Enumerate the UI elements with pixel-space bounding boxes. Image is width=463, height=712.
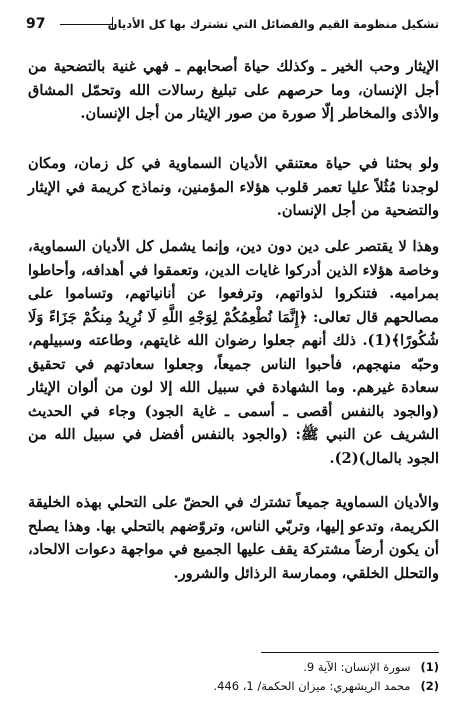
running-header [26, 14, 439, 34]
footnote-number: (2) [420, 679, 439, 693]
footnote-text: محمد الريشهري: ميزان الحكمة/ 1، 446. [213, 679, 411, 693]
running-title: تشكيل منظومة القيم والفضائل التي تشترك بها كل الأديان [107, 17, 439, 31]
paragraph-4: والأديان السماوية جميعاً تشترك في الحضّ على التحلي بهذه الخليقة الكريمة، وتدعو إليها، وتربّي الناس، وتروّضهم بالتحلي بها. وهذا يصلح أن يكون أرضاً مشتركة يقف عليها الجميع في مواجهة دعوات الالحاد، والتحلل الخلقي، وممارسة الرذائل والشرور. [28, 494, 439, 582]
footnote-number: (1) [420, 660, 439, 674]
footnote-2 [28, 677, 439, 696]
header-rule [60, 24, 112, 25]
footnotes [28, 658, 439, 696]
footnote-separator [261, 652, 439, 653]
paragraph-3: وهذا لا يقتصر على دين دون دين، وإنما يشمل كل الأديان السماوية، وخاصة هؤلاء الذين أدركوا غايات الدين، وتعمقوا في أهدافه، وأحاطوا بمراميه. فتنكروا لذواتهم، وترفعوا عن أنانياتهم، وتساموا على مصالحهم قال تعالى: ﴿إِنَّمَا نُطْعِمُكُمْ لِوَجْهِ اللَّهِ لَا نُرِيدُ مِنكُمْ جَزَاءً وَلَا شُكُورًا﴾(1). ذلك أنهم جعلوا رضوان الله غايتهم، وطاعته وسبيلهم، وحبّه منهجهم، فأحبوا الناس جميعاً، وجعلوا سعادتهم في تحقيق سعادة غيرهم. وما الشهادة في سبيل الله إلا لون من ألوان الإيثار (والجود بالنفس أقصى ـ أسمى ـ غاية الجود) وجاء في الحديث الشريف عن النبي ﷺ: (والجود بالنفس أفضل في سبيل الله من الجود بالمال)(2). [28, 238, 439, 467]
paragraph-2: ولو بحثنا في حياة معتنقي الأديان السماوية في كل زمان، ومكان لوجدنا مُثُلاً عليا تعمر قلوب هؤلاء المؤمنين، ونماذج كريمة في الإيثار والتضحية من أجل الإنسان. [28, 155, 439, 219]
page-number: 97 [26, 16, 46, 32]
footnote-text: سورة الإنسان: الآية 9. [303, 660, 411, 674]
footnote-1 [28, 658, 439, 677]
paragraph-1: الإيثار وحب الخير ـ وكذلك حياة أصحابهم ـ فهي غنية بالتضحية من أجل الإنسان، وما حرصهم على تبليغ رسالات الله وتحمّل المشاق والأذى والمخاطر إلّا صورة من صور الإيثار من أجل الإنسان. [28, 58, 439, 122]
